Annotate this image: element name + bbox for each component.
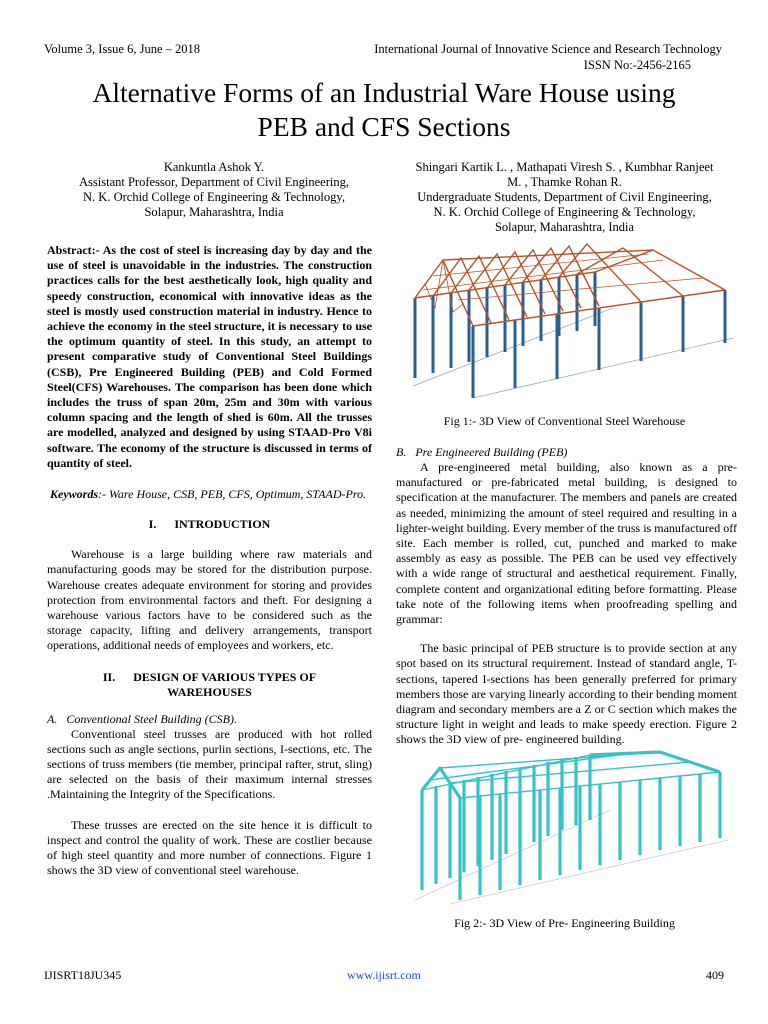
issn: ISSN No:-2456-2165 xyxy=(583,58,691,72)
csb-paragraph-2: These trusses are erected on the site hence it is difficult to inspect and control the quality of work. These are costlier because of high steel quantity and more number of connections. Figure 1 shows the 3D view of conventional steel warehouse. xyxy=(47,817,372,878)
peb-paragraph-1: A pre-engineered metal building, also known as a pre-manufactured or pre-fabricated metal building, is designed to specification at the manufacturer. The members and panels are created as needed, minimizing the amount of steel required and resulting in a lighter-weight building. Every member of the truss is manufactured off site. Each member is rolled, cut, punched and marked to make assembly as easy as possible. The PEB can be used vey effectively with a wide range of structural and aesthetical requirement. Finally, complete content and organizational editing before formatting. Please take note of the following items when proofreading spelling and grammar: xyxy=(396,460,737,627)
figure-2-peb-building xyxy=(410,750,732,906)
section-2-heading xyxy=(47,670,372,700)
section-2-number: II. xyxy=(102,669,116,684)
section-2-title-1: DESIGN OF VARIOUS TYPES OF xyxy=(133,669,317,684)
section-1-number: I. xyxy=(148,517,157,532)
author-right-names-2: M. , Thamke Rohan R. xyxy=(507,175,622,189)
author-left-place: Solapur, Maharashtra, India xyxy=(144,205,284,219)
journal-name: International Journal of Innovative Science and Research Technology xyxy=(374,42,722,56)
abstract: Abstract:- As the cost of steel is increasing day by day and the use of steel is unavoidable in the industries. The construction practices calls for the best aesthetically look, high quality and speedy construction, economical with innovative ideas as the steel is mostly used construction material in industry. Hence to achieve the economy in the steel structure, it is necessary to use the optimum quantity of steel. In this study, an attempt to present comparative study of Conventional Steel Buildings (CSB), Pre Engineered Building (PEB) and Cold Formed Steel(CFS) Warehouses. The comparison has been done which includes the truss of span 20m, 25m and 30m with various column spacing and the length of shed is 60m. All the trusses are modelled, analyzed and designed by using STAAD-Pro V8i software. The economy of the structure is discussed in terms of quantity of steel. xyxy=(47,243,372,470)
csb-paragraph-1: Conventional steel trusses are produced with hot rolled sections such as angle sections, purlin sections, I-sections, etc. The sections of truss members (tie member, principal rafter, strut, sling) are selected on the basis of their maximum internal stresses .Maintaining the Integrity of the Specifications. xyxy=(47,726,372,802)
figure-2-caption: Fig 2:- 3D View of Pre- Engineering Building xyxy=(454,916,675,930)
author-left-role: Assistant Professor, Department of Civil Engineering, xyxy=(79,175,349,189)
footer-website-link[interactable]: www.ijisrt.com xyxy=(347,968,421,982)
subsection-b-title: Pre Engineered Building (PEB) xyxy=(415,445,568,459)
section-1-heading xyxy=(47,517,372,532)
figure-1-csb-warehouse xyxy=(403,238,741,402)
author-left-name: Kankuntla Ashok Y. xyxy=(163,160,265,174)
right-column xyxy=(396,445,737,748)
author-right-college: N. K. Orchid College of Engineering & Technology, xyxy=(433,205,696,219)
author-right-names-1: Shingari Kartik L. , Mathapati Viresh S. , Kumbhar Ranjeet xyxy=(415,160,714,174)
keywords-label: Keywords xyxy=(50,487,98,502)
title-line-1: Alternative Forms of an Industrial Ware House using xyxy=(92,77,676,108)
subsection-b-heading xyxy=(396,445,737,460)
figure-1-caption: Fig 1:- 3D View of Conventional Steel Warehouse xyxy=(443,414,686,428)
subsection-a-title: Conventional Steel Building (CSB). xyxy=(66,711,237,726)
keywords-text: :- Ware House, CSB, PEB, CFS, Optimum, STAAD-Pro. xyxy=(98,487,367,502)
paper-title xyxy=(30,76,738,144)
author-right-role: Undergraduate Students, Department of Civil Engineering, xyxy=(417,190,712,204)
figure-1-drawing xyxy=(413,244,733,398)
author-left xyxy=(44,160,384,220)
footer-article-id: IJISRT18JU345 xyxy=(44,968,122,982)
author-right-place: Solapur, Maharashtra, India xyxy=(494,220,635,234)
title-line-2: PEB and CFS Sections xyxy=(257,111,511,142)
left-column xyxy=(47,243,372,879)
peb-paragraph-2: The basic principal of PEB structure is to provide section at any spot based on its structural requirement. Instead of standard angle, T-sections, tapered I-sections has been generally preferred for primary members those are varying linearly according to their bending moment diagram and secondary members are a Z or C section which makes the structure light in weight and leads to make speedy erection. Figure 2 shows the 3D view of pre- engineered building. xyxy=(396,641,737,747)
section-1-title: INTRODUCTION xyxy=(174,517,271,532)
author-right xyxy=(392,160,737,235)
subsection-a-heading xyxy=(47,712,372,727)
subsection-a-letter: A. xyxy=(47,711,58,726)
subsection-b-letter: B. xyxy=(396,445,407,459)
figure-2-drawing xyxy=(415,752,728,904)
section-2-title-2: WAREHOUSES xyxy=(167,684,252,699)
footer-page-number: 409 xyxy=(706,968,724,982)
keywords xyxy=(47,487,372,502)
volume-info: Volume 3, Issue 6, June – 2018 xyxy=(44,42,201,56)
author-left-college: N. K. Orchid College of Engineering & Technology, xyxy=(83,190,345,204)
intro-paragraph: Warehouse is a large building where raw materials and manufacturing goods may be stored for the distribution purpose. Warehouse creates adequate environment for storing and provides protection from environmental factors and theft. For designing a warehouse various factors have to be considered such as the storage capacity, lifting and delivery arrangements, transport operations, additional needs of employees and workers, etc. xyxy=(47,547,372,653)
